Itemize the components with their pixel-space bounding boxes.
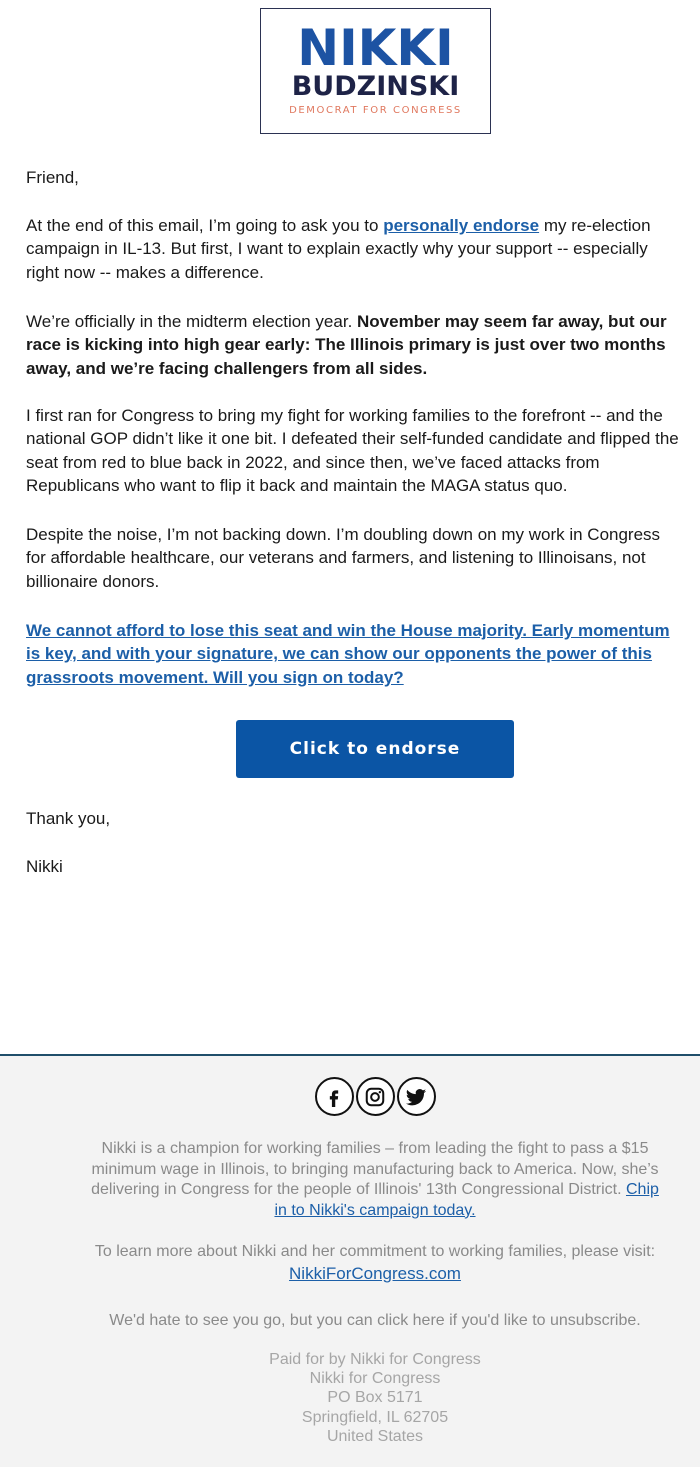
chip-in-link[interactable]: Chip [625, 1181, 659, 1198]
intro-line-3: right now -- makes a difference. [26, 262, 264, 282]
logo-first-name: NIKKI [297, 19, 454, 77]
nikki-for-congress-link[interactable]: NikkiForCongress.com [289, 1264, 461, 1283]
midterm-bold-2: race is kicking into high gear early: The Illinois primary is just over two months [26, 335, 666, 355]
mailing-address [0, 1350, 700, 1446]
about-line-3: delivering in Congress for the people of Illinois' 13th Congressional District. [91, 1181, 626, 1198]
commitment-line-3: billionaire donors. [26, 571, 160, 591]
personally-endorse-link[interactable]: personally endorse [383, 216, 540, 235]
midterm-bold-3: away, and we’re facing challengers from all sides. [26, 358, 428, 378]
country-line: United States [326, 1427, 424, 1445]
logo-tagline: DEMOCRAT FOR CONGRESS [289, 105, 462, 116]
paragraph-history [26, 404, 679, 498]
sign-on-link-paragraph[interactable] [26, 619, 670, 689]
about-line-2: minimum wage in Illinois, to bringing manufacturing back to America. Now, she’s [91, 1160, 659, 1178]
paragraph-commitment [26, 523, 660, 593]
history-line-3: seat from red to blue back in 2022, and since then, we’ve faced attacks from [26, 452, 600, 472]
sign-on-link-line-1[interactable]: We cannot afford to lose this seat and win the House majority. Early momentum [26, 621, 670, 640]
facebook-icon[interactable] [315, 1077, 354, 1116]
learn-more-text: To learn more about Nikki and her commitment to working families, please visit: [94, 1243, 656, 1260]
endorse-button[interactable]: Click to endorse [236, 720, 514, 778]
footer-divider [0, 1054, 700, 1056]
campaign-logo [260, 8, 491, 134]
paragraph-intro [26, 214, 651, 284]
paid-for-line: Paid for by Nikki for Congress [269, 1351, 481, 1368]
midterm-text: We’re officially in the midterm election year. [26, 312, 358, 331]
logo-last-name: BUDZINSKI [291, 71, 460, 102]
chip-in-link-cont[interactable]: in to Nikki's campaign today. [274, 1201, 476, 1219]
history-line-2: national GOP didn’t like it one bit. I defeated their self-funded candidate and flipped the [26, 429, 679, 449]
paragraph-midterm [26, 310, 667, 380]
social-links [0, 1077, 700, 1116]
signoff: Thank you, [26, 809, 111, 828]
sign-on-link-line-3[interactable]: grassroots movement. Will you sign on today? [26, 667, 404, 687]
city-line: Springfield, IL 62705 [301, 1408, 449, 1426]
unsubscribe-text[interactable]: We'd hate to see you go, but you can click here if you'd like to unsubscribe. [109, 1312, 641, 1329]
greeting: Friend, [26, 168, 79, 187]
commitment-line-2: for affordable healthcare, our veterans and farmers, and listening to Illinoisans, not [26, 548, 646, 568]
org-line: Nikki for Congress [309, 1370, 441, 1388]
footer-about [0, 1139, 700, 1221]
intro-line-2: campaign in IL-13. But first, I want to explain exactly why your support -- especially [26, 239, 648, 259]
about-line-1: Nikki is a champion for working families – from leading the fight to pass a $15 [101, 1140, 649, 1157]
twitter-icon[interactable] [397, 1077, 436, 1116]
intro-text: At the end of this email, I’m going to ask you to [26, 216, 384, 235]
history-line-4: Republicans who want to flip it back and maintain the MAGA status quo. [26, 476, 568, 496]
signature: Nikki [26, 857, 63, 876]
po-box-line: PO Box 5171 [327, 1389, 423, 1407]
site-link-wrap [0, 1264, 700, 1285]
history-line-1: I first ran for Congress to bring my fight for working families to the forefront -- and the [26, 406, 663, 425]
midterm-bold-1: November may seem far away, but our [357, 312, 667, 331]
intro-text-cont: my re-election [539, 216, 651, 235]
commitment-line-1: Despite the noise, I’m not backing down. I’m doubling down on my work in Congress [26, 525, 661, 544]
sign-on-link-line-2[interactable]: is key, and with your signature, we can show our opponents the power of this [26, 644, 652, 664]
instagram-icon[interactable] [356, 1077, 395, 1116]
